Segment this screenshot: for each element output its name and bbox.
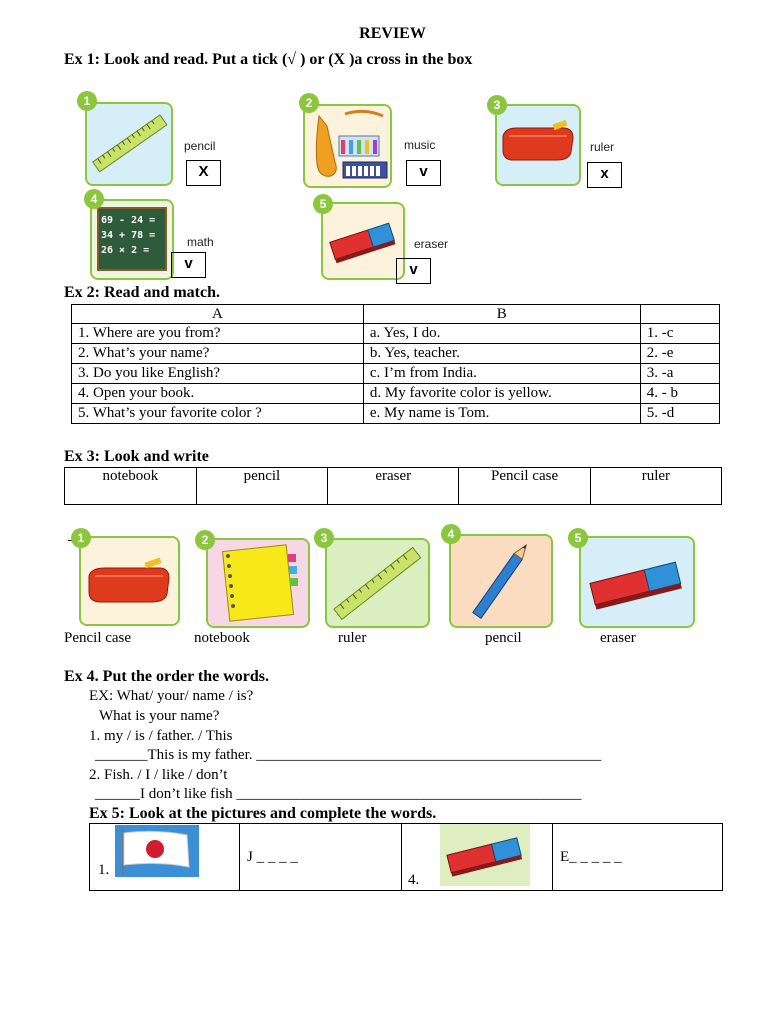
ex5-number-4: 4.	[408, 872, 420, 888]
table-row	[72, 404, 720, 424]
ex4-answer-1[interactable]: _______This is my father. ______________________________________________	[95, 747, 602, 763]
ex1-picture-5	[321, 202, 405, 280]
ex4-question-1: 1. my / is / father. / This	[89, 728, 233, 744]
eraser-icon	[581, 538, 693, 626]
ex2-answer-header	[640, 305, 719, 324]
ex4-question-2: 2. Fish. / I / like / don’t	[89, 767, 228, 783]
ex1-picture-3	[495, 104, 581, 186]
ex5-number-1: 1.	[98, 862, 110, 878]
ex1-label-5: eraser	[414, 237, 449, 251]
eraser-picture	[440, 824, 530, 886]
ex3-word: notebook	[65, 468, 197, 505]
math-line-1: 69 - 24 =	[101, 215, 156, 226]
ex3-number-5: 5	[568, 528, 588, 548]
ex3-number-1: 1	[71, 528, 91, 548]
table-row	[72, 364, 720, 384]
ex1-label-4: math	[187, 235, 214, 249]
ex1-number-1: 1	[77, 91, 97, 111]
ex3-heading: Ex 3: Look and write	[64, 448, 209, 465]
ex2-answer[interactable]: 3. -a	[640, 364, 719, 384]
ex1-answer-box-1[interactable]: X	[186, 160, 221, 186]
ex2-question: 5. What’s your favorite color ?	[72, 404, 364, 424]
ex1-number-4: 4	[84, 189, 104, 209]
ex1-picture-1	[85, 102, 173, 186]
notebook-icon	[208, 540, 308, 626]
page-title: REVIEW	[359, 25, 426, 42]
ex1-picture-2	[303, 104, 392, 188]
ex1-label-2: music	[404, 138, 436, 152]
ex3-number-3: 3	[314, 528, 334, 548]
ex2-answer[interactable]: 1. -c	[640, 324, 719, 344]
eraser-icon	[440, 824, 530, 886]
pencil-case-icon	[497, 106, 579, 184]
ex4-answer-2[interactable]: ______I don’t like fish ______________________________________________	[95, 786, 582, 802]
ex4-heading: Ex 4. Put the order the words.	[64, 668, 270, 685]
pencil-case-icon	[81, 538, 178, 624]
ex2-question: 3. Do you like English?	[72, 364, 364, 384]
ex3-picture-2	[206, 538, 310, 628]
music-instruments-icon	[305, 106, 390, 186]
ex2-col-b-header: B	[363, 305, 640, 324]
ex2-answer[interactable]: 5. -d	[640, 404, 719, 424]
ex2-question: 1. Where are you from?	[72, 324, 364, 344]
table-row	[72, 384, 720, 404]
ex2-col-a-header: A	[72, 305, 364, 324]
ex3-number-2: 2	[195, 530, 215, 550]
ex1-number-3: 3	[487, 95, 507, 115]
ex1-number-2: 2	[299, 93, 319, 113]
ex3-answer-2: notebook	[194, 630, 250, 646]
ex4-example-answer: What is your name?	[99, 708, 220, 724]
ex1-answer-box-5[interactable]: v	[396, 258, 431, 284]
ex1-number-5: 5	[313, 194, 333, 214]
table-row	[72, 324, 720, 344]
ex5-word-1[interactable]: J _ _ _ _	[247, 849, 298, 865]
eraser-icon	[323, 204, 403, 278]
ruler-icon	[87, 104, 171, 184]
ex5-heading: Ex 5: Look at the pictures and complete the words.	[89, 805, 437, 822]
ex3-number-4: 4	[441, 524, 461, 544]
pencil-icon	[451, 536, 551, 626]
japan-flag-icon	[115, 825, 199, 877]
ex2-heading: Ex 2: Read and match.	[64, 284, 221, 301]
ex3-picture-5	[579, 536, 695, 628]
ex2-answer[interactable]: 2. -e	[640, 344, 719, 364]
ex3-picture-1	[79, 536, 180, 626]
ex1-answer-box-4[interactable]: v	[171, 252, 206, 278]
math-line-2: 34 + 78 =	[101, 230, 156, 241]
ex3-word: Pencil case	[459, 468, 590, 505]
ex3-word: ruler	[590, 468, 721, 505]
ex1-answer-box-2[interactable]: v	[406, 160, 441, 186]
ex1-answer-box-3[interactable]: x	[587, 162, 622, 188]
ex2-option: a. Yes, I do.	[363, 324, 640, 344]
ex2-question: 4. Open your book.	[72, 384, 364, 404]
ex3-word: eraser	[328, 468, 459, 505]
ruler-icon	[327, 540, 428, 626]
ex3-answer-4: pencil	[485, 630, 522, 646]
ex2-question: 2. What’s your name?	[72, 344, 364, 364]
ex3-word: pencil	[196, 468, 327, 505]
ex2-option: e. My name is Tom.	[363, 404, 640, 424]
ex3-answer-1: Pencil case	[64, 630, 132, 646]
table-row	[72, 344, 720, 364]
ex2-option: b. Yes, teacher.	[363, 344, 640, 364]
ex1-label-3: ruler	[590, 140, 615, 154]
ex5-word-4[interactable]: E_ _ _ _ _	[560, 849, 622, 865]
ex1-heading: Ex 1: Look and read. Put a tick (√ ) or (X )a cross in the box	[64, 51, 473, 68]
ex1-label-1: pencil	[184, 139, 216, 153]
ex1-picture-4	[90, 199, 174, 280]
ex3-word-box	[64, 467, 722, 505]
ex3-answer-3: ruler	[338, 630, 367, 646]
ex3-answer-5: eraser	[600, 630, 636, 646]
ex3-picture-4	[449, 534, 553, 628]
japan-flag-picture	[115, 825, 199, 877]
ex5-table	[89, 823, 723, 891]
math-line-3: 26 × 2 =	[101, 245, 150, 256]
ex2-option: d. My favorite color is yellow.	[363, 384, 640, 404]
ex2-match-table	[71, 304, 720, 424]
ex2-option: c. I’m from India.	[363, 364, 640, 384]
ex3-picture-3	[325, 538, 430, 628]
ex2-answer[interactable]: 4. - b	[640, 384, 719, 404]
ex4-example: EX: What/ your/ name / is?	[89, 688, 254, 704]
